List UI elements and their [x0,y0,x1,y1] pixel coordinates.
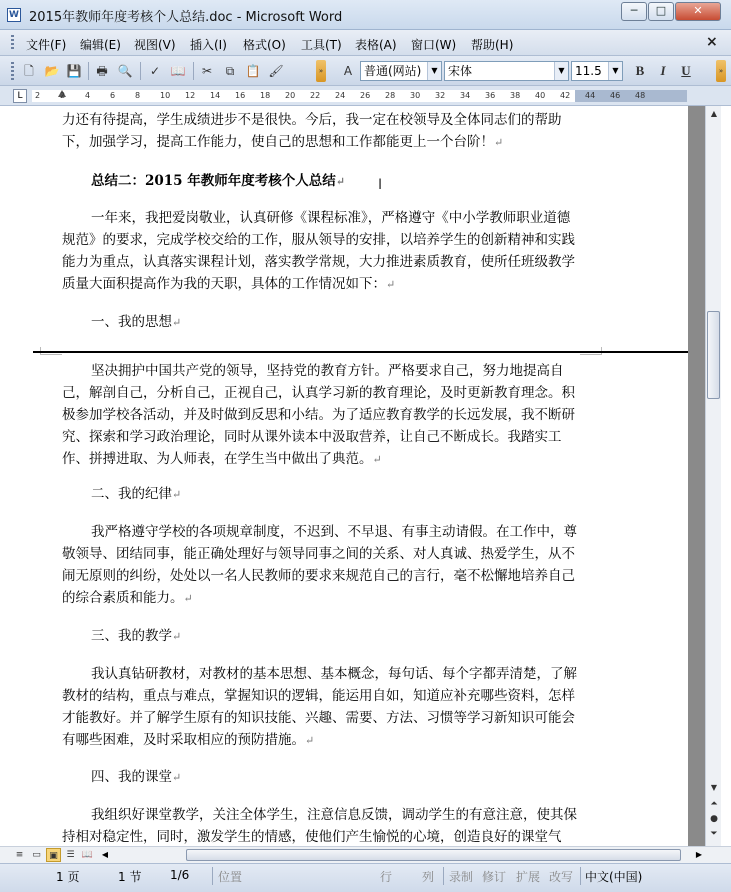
window-title: 2015年教师年度考核个人总结.doc - Microsoft Word [29,10,343,25]
text-cursor-icon: I [378,177,383,193]
cut-icon[interactable]: ✂ [201,64,213,78]
paragraph: 力还有待提高，学生成绩进步不是很快。今后，我一定在校领导及全体同志们的帮助下，加强学习，提高工作能力，使自己的思想和工作都能更上一个台阶！↵ [62,112,562,150]
paragraph: 一年来，我把爱岗敬业，认真研修《课程标准》，严格遵守《中小学教师职业道德规范》的要求，完成学校交给的工作，服从领导的安排，以培养学生的创新精神和实践能力为重点，认真落实课程计划，落实教学常规，大力推进素质教育，使所任班级教学质量大面积提高作为我的天职，具体的工作情况如下：↵ [62,210,575,292]
print-preview-icon[interactable]: 🔍 [117,64,133,78]
menu-insert[interactable]: 插入(I) [190,38,227,52]
toolbar-grip-handle[interactable] [11,62,14,80]
print-icon[interactable]: 🖶 [96,64,108,78]
document-background [688,106,705,846]
ruler-tick-label: 18 [260,91,271,100]
spelling-icon[interactable]: ✓ [149,64,161,78]
scroll-up-icon[interactable]: ▲ [710,109,718,118]
underline-button[interactable]: U [681,63,691,78]
scroll-right-icon[interactable]: ▶ [695,850,703,859]
subheading: 二、我的纪律↵ [91,486,182,502]
status-bar [0,863,731,892]
ruler-tick-label: 32 [435,91,446,100]
italic-button[interactable]: I [660,63,666,78]
research-icon[interactable]: 📖 [170,64,186,78]
font-value: 宋体 [448,64,473,78]
ruler-tick-label: 34 [460,91,471,100]
font-size-value: 11.5 [575,64,602,78]
subheading: 三、我的教学↵ [91,628,182,644]
close-window-button[interactable]: ✕ [675,2,721,21]
bold-button[interactable]: B [635,63,645,78]
reading-view-icon[interactable]: 📖 [81,850,94,860]
ruler-tick-label: 22 [310,91,321,100]
minimize-button[interactable]: ─ [621,2,647,21]
chevron-down-icon[interactable]: ▼ [608,62,622,80]
status-overtype[interactable]: 改写 [549,870,574,884]
ruler-tick-label: 12 [185,91,196,100]
subheading: 一、我的思想↵ [91,314,182,330]
menu-help[interactable]: 帮助(H) [471,38,514,52]
paragraph: 我组织好课堂教学，关注全体学生，注意信息反馈，调动学生的有意注意，使其保持相对稳定性，同时，激发学生的情感，使他们产生愉悦的心境，创造良好的课堂气 [62,807,577,845]
tab-selector-icon[interactable]: L [13,89,27,103]
web-view-icon[interactable]: ▭ [32,850,41,860]
vertical-scrollbar[interactable] [705,106,721,846]
scroll-down-icon[interactable]: ▼ [710,783,718,792]
ruler-tick-label: 6 [110,91,116,100]
menu-window[interactable]: 窗口(W) [411,38,457,52]
status-separator [580,867,581,885]
document-area[interactable] [0,106,705,846]
status-page-count: 1/6 [170,868,190,882]
open-folder-icon[interactable]: 📂 [44,64,60,78]
chevron-down-icon[interactable]: ▼ [427,62,441,80]
horizontal-scrollbar[interactable] [0,846,731,863]
ruler-tick-label: 2 [60,91,66,100]
menu-bar [0,30,731,56]
ruler-tick-label: 16 [235,91,246,100]
ruler-tick-label: 46 [610,91,621,100]
toolbar-separator [140,62,141,80]
new-document-icon[interactable]: 🗋 [24,64,34,78]
style-value: 普通(网站) [364,64,422,78]
font-select[interactable] [444,61,569,81]
paragraph: 我严格遵守学校的各项规章制度，不迟到、不早退、有事主动请假。在工作中，尊敬领导、团结同事，能正确处理好与领导同事之间的关系、对人真诚、热爱学生，从不闹无原则的纠纷，处处以一名人民教师的要求来规范自己的言行，毫不松懈地培养自己的综合素质和能力。↵ [62,524,577,606]
font-size-select[interactable] [571,61,623,81]
ruler-tick-label: 8 [135,91,141,100]
scroll-thumb[interactable] [707,311,720,399]
print-layout-view-icon[interactable]: ▣ [46,848,61,862]
status-line: 行 [380,870,393,884]
save-icon[interactable]: 💾 [66,64,82,78]
title-bar [0,0,731,30]
page-break-line [33,351,688,353]
scroll-left-icon[interactable]: ◀ [101,850,109,859]
status-extend[interactable]: 扩展 [516,870,541,884]
ruler-tick-label: 2 [35,91,41,100]
select-browse-object-icon[interactable]: ● [710,814,718,824]
ruler-tick-label: 40 [535,91,546,100]
ruler-tick-label: 28 [385,91,396,100]
ruler-tick-label: 42 [560,91,571,100]
previous-page-icon[interactable]: ⏶ [710,799,718,809]
ruler-tick-label: 24 [335,91,346,100]
ruler-tick-label: 14 [210,91,221,100]
copy-icon[interactable]: ⧉ [225,64,235,78]
menu-table[interactable]: 表格(A) [355,38,397,52]
paragraph: 我认真钻研教材，对教材的基本思想、基本概念，每句话、每个字都弄清楚，了解教材的结构，重点与难点，掌握知识的逻辑，能运用自如，知道应补充哪些资料，怎样才能教好。并了解学生原有的知识技能、兴趣、需要、方法、习惯等学习新知识可能会有哪些困难，及时采取相应的预防措施。↵ [62,666,577,748]
status-section: 1 节 [118,870,142,884]
status-column: 列 [422,870,435,884]
word-app-icon[interactable]: W [7,8,21,22]
paragraph: 坚决拥护中国共产党的领导，坚持党的教育方针。严格要求自己，努力地提高自己，解剖自己，分析自己，正视自己，认真学习新的教育理论，及时更新教育理念。积极参加学校各活动，并及时做到反思和小结。为了适应教育教学的长远发展，我不断研究、探索和学习政治理论，同时从课外读本中汲取营养，让自己不断成长。我踏实工作、拼搏进取、为人师表，在学生当中做出了典范。↵ [62,363,575,467]
menu-format[interactable]: 格式(O) [243,38,286,52]
close-document-button[interactable]: × [706,34,718,50]
ruler-tick-label: 44 [585,91,596,100]
status-separator [443,867,444,885]
section-heading: 总结二：2015 年教师年度考核个人总结↵ [91,173,345,189]
horizontal-ruler [0,86,731,106]
status-position: 位置 [218,870,243,884]
status-separator [212,867,213,885]
menu-file[interactable]: 文件(F) [26,38,67,52]
styles-icon[interactable]: A [343,64,353,78]
menu-tools[interactable]: 工具(T) [301,38,342,52]
menu-grip-handle[interactable] [11,35,14,51]
ruler-tick-label: 30 [410,91,421,100]
ruler-tick-label: 20 [285,91,296,100]
toolbar-overflow-button[interactable]: » [316,60,326,82]
ruler-tick-label: 26 [360,91,371,100]
ruler-tick-label: 36 [485,91,496,100]
horizontal-scroll-thumb[interactable] [186,849,681,861]
menu-edit[interactable]: 编辑(E) [80,38,121,52]
toolbar-separator [193,62,194,80]
status-language[interactable]: 中文(中国) [585,870,643,884]
toolbar-separator [88,62,89,80]
status-page: 1 页 [56,870,80,884]
toolbar-overflow-button[interactable]: » [716,60,726,82]
style-select[interactable] [360,61,442,81]
format-painter-icon[interactable]: 🖌 [268,64,284,78]
toolbar [0,56,731,86]
paste-icon[interactable]: 📋 [245,64,261,78]
ruler-tick-label: 48 [635,91,646,100]
status-track-changes[interactable]: 修订 [482,870,507,884]
outline-view-icon[interactable]: ☰ [66,850,75,860]
ruler-tick-label: 4 [85,91,91,100]
status-record[interactable]: 录制 [449,870,474,884]
subheading: 四、我的课堂↵ [91,769,182,785]
chevron-down-icon[interactable]: ▼ [554,62,568,80]
maximize-button[interactable]: □ [648,2,674,21]
ruler-tick-label: 10 [160,91,171,100]
ruler-tick-label: 38 [510,91,521,100]
normal-view-icon[interactable]: ≡ [15,850,24,860]
next-page-icon[interactable]: ⏷ [710,829,718,839]
menu-view[interactable]: 视图(V) [134,38,176,52]
